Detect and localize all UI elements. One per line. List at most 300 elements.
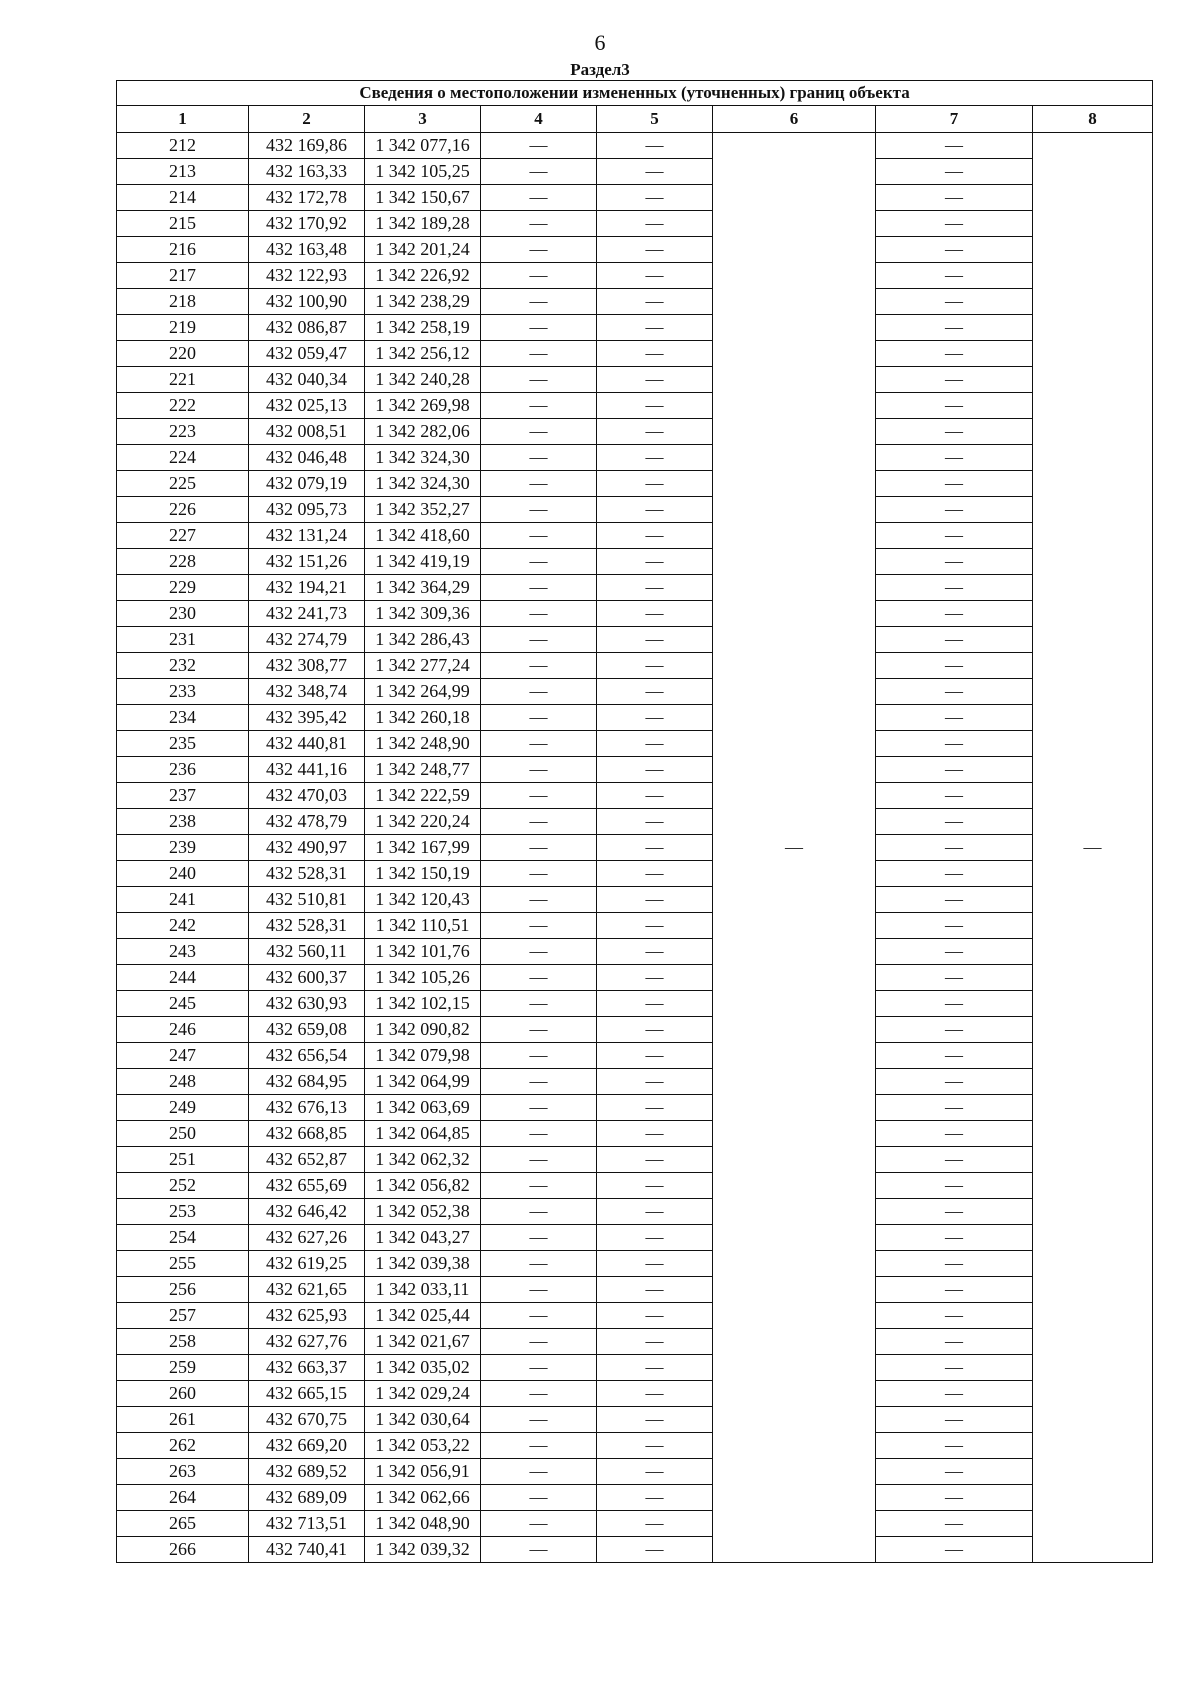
column-5-cell: — xyxy=(597,211,713,237)
column-4-cell: — xyxy=(481,1121,597,1147)
column-4-cell: — xyxy=(481,627,597,653)
y-coordinate-cell: 1 342 309,36 xyxy=(365,601,481,627)
column-5-cell: — xyxy=(597,913,713,939)
table-row xyxy=(117,1095,1153,1121)
point-number-cell: 242 xyxy=(117,913,249,939)
y-coordinate-cell: 1 342 079,98 xyxy=(365,1043,481,1069)
column-5-cell: — xyxy=(597,861,713,887)
column-number: 8 xyxy=(1033,106,1153,133)
point-number-cell: 233 xyxy=(117,679,249,705)
column-4-cell: — xyxy=(481,1225,597,1251)
column-5-cell: — xyxy=(597,783,713,809)
table-row xyxy=(117,1329,1153,1355)
column-7-cell: — xyxy=(876,237,1033,263)
y-coordinate-cell: 1 342 039,38 xyxy=(365,1251,481,1277)
point-number-cell: 229 xyxy=(117,575,249,601)
point-number-cell: 212 xyxy=(117,133,249,159)
table-row xyxy=(117,1355,1153,1381)
column-4-cell: — xyxy=(481,653,597,679)
y-coordinate-cell: 1 342 248,90 xyxy=(365,731,481,757)
coordinates-table xyxy=(116,80,1153,1563)
point-number-cell: 260 xyxy=(117,1381,249,1407)
column-5-cell: — xyxy=(597,523,713,549)
y-coordinate-cell: 1 342 021,67 xyxy=(365,1329,481,1355)
table-row xyxy=(117,1511,1153,1537)
x-coordinate-cell: 432 656,54 xyxy=(249,1043,365,1069)
column-4-cell: — xyxy=(481,497,597,523)
y-coordinate-cell: 1 342 150,19 xyxy=(365,861,481,887)
x-coordinate-cell: 432 086,87 xyxy=(249,315,365,341)
x-coordinate-cell: 432 478,79 xyxy=(249,809,365,835)
table-row xyxy=(117,705,1153,731)
x-coordinate-cell: 432 490,97 xyxy=(249,835,365,861)
column-7-cell: — xyxy=(876,1537,1033,1563)
point-number-cell: 247 xyxy=(117,1043,249,1069)
table-row xyxy=(117,1173,1153,1199)
y-coordinate-cell: 1 342 324,30 xyxy=(365,471,481,497)
y-coordinate-cell: 1 342 110,51 xyxy=(365,913,481,939)
column-4-cell: — xyxy=(481,1069,597,1095)
point-number-cell: 218 xyxy=(117,289,249,315)
point-number-cell: 261 xyxy=(117,1407,249,1433)
point-number-cell: 240 xyxy=(117,861,249,887)
x-coordinate-cell: 432 689,52 xyxy=(249,1459,365,1485)
column-7-cell: — xyxy=(876,341,1033,367)
table-row xyxy=(117,679,1153,705)
table-row xyxy=(117,237,1153,263)
column-number: 5 xyxy=(597,106,713,133)
column-number: 4 xyxy=(481,106,597,133)
table-row xyxy=(117,367,1153,393)
point-number-cell: 230 xyxy=(117,601,249,627)
column-7-cell: — xyxy=(876,861,1033,887)
column-7-cell: — xyxy=(876,367,1033,393)
table-row xyxy=(117,913,1153,939)
table-body xyxy=(117,133,1153,1563)
column-5-cell: — xyxy=(597,1537,713,1563)
column-8-merged-cell: — xyxy=(1033,133,1153,1563)
column-4-cell: — xyxy=(481,835,597,861)
table-row xyxy=(117,315,1153,341)
y-coordinate-cell: 1 342 053,22 xyxy=(365,1433,481,1459)
section-label: Раздел3 xyxy=(570,60,630,79)
x-coordinate-cell: 432 308,77 xyxy=(249,653,365,679)
column-4-cell: — xyxy=(481,237,597,263)
point-number-cell: 224 xyxy=(117,445,249,471)
column-7-cell: — xyxy=(876,1381,1033,1407)
column-5-cell: — xyxy=(597,601,713,627)
table-row xyxy=(117,393,1153,419)
y-coordinate-cell: 1 342 077,16 xyxy=(365,133,481,159)
column-7-cell: — xyxy=(876,1017,1033,1043)
column-7-cell: — xyxy=(876,497,1033,523)
x-coordinate-cell: 432 627,76 xyxy=(249,1329,365,1355)
y-coordinate-cell: 1 342 201,24 xyxy=(365,237,481,263)
table-row xyxy=(117,1121,1153,1147)
column-5-cell: — xyxy=(597,393,713,419)
x-coordinate-cell: 432 652,87 xyxy=(249,1147,365,1173)
column-5-cell: — xyxy=(597,1173,713,1199)
table-row xyxy=(117,939,1153,965)
table-row xyxy=(117,757,1153,783)
point-number-cell: 255 xyxy=(117,1251,249,1277)
point-number-cell: 244 xyxy=(117,965,249,991)
column-7-cell: — xyxy=(876,133,1033,159)
x-coordinate-cell: 432 713,51 xyxy=(249,1511,365,1537)
point-number-cell: 235 xyxy=(117,731,249,757)
point-number-cell: 228 xyxy=(117,549,249,575)
column-number: 6 xyxy=(713,106,876,133)
y-coordinate-cell: 1 342 062,32 xyxy=(365,1147,481,1173)
column-7-cell: — xyxy=(876,679,1033,705)
column-5-cell: — xyxy=(597,1329,713,1355)
x-coordinate-cell: 432 274,79 xyxy=(249,627,365,653)
column-7-cell: — xyxy=(876,1199,1033,1225)
column-5-cell: — xyxy=(597,965,713,991)
table-row xyxy=(117,653,1153,679)
column-7-cell: — xyxy=(876,393,1033,419)
column-5-cell: — xyxy=(597,367,713,393)
column-4-cell: — xyxy=(481,393,597,419)
y-coordinate-cell: 1 342 035,02 xyxy=(365,1355,481,1381)
point-number-cell: 234 xyxy=(117,705,249,731)
y-coordinate-cell: 1 342 105,26 xyxy=(365,965,481,991)
column-4-cell: — xyxy=(481,783,597,809)
column-4-cell: — xyxy=(481,133,597,159)
column-4-cell: — xyxy=(481,1173,597,1199)
column-7-cell: — xyxy=(876,1407,1033,1433)
y-coordinate-cell: 1 342 150,67 xyxy=(365,185,481,211)
x-coordinate-cell: 432 684,95 xyxy=(249,1069,365,1095)
column-7-cell: — xyxy=(876,315,1033,341)
column-5-cell: — xyxy=(597,1355,713,1381)
column-7-cell: — xyxy=(876,1173,1033,1199)
x-coordinate-cell: 432 095,73 xyxy=(249,497,365,523)
column-5-cell: — xyxy=(597,1147,713,1173)
x-coordinate-cell: 432 348,74 xyxy=(249,679,365,705)
y-coordinate-cell: 1 342 039,32 xyxy=(365,1537,481,1563)
column-5-cell: — xyxy=(597,549,713,575)
column-7-cell: — xyxy=(876,1121,1033,1147)
point-number-cell: 250 xyxy=(117,1121,249,1147)
x-coordinate-cell: 432 663,37 xyxy=(249,1355,365,1381)
point-number-cell: 257 xyxy=(117,1303,249,1329)
table-row xyxy=(117,1485,1153,1511)
y-coordinate-cell: 1 342 043,27 xyxy=(365,1225,481,1251)
column-5-cell: — xyxy=(597,1017,713,1043)
column-4-cell: — xyxy=(481,1329,597,1355)
column-4-cell: — xyxy=(481,159,597,185)
point-number-cell: 263 xyxy=(117,1459,249,1485)
column-4-cell: — xyxy=(481,471,597,497)
x-coordinate-cell: 432 079,19 xyxy=(249,471,365,497)
column-4-cell: — xyxy=(481,575,597,601)
table-row xyxy=(117,185,1153,211)
x-coordinate-cell: 432 528,31 xyxy=(249,861,365,887)
point-number-cell: 241 xyxy=(117,887,249,913)
x-coordinate-cell: 432 528,31 xyxy=(249,913,365,939)
y-coordinate-cell: 1 342 364,29 xyxy=(365,575,481,601)
table-row xyxy=(117,1069,1153,1095)
column-4-cell: — xyxy=(481,1043,597,1069)
y-coordinate-cell: 1 342 101,76 xyxy=(365,939,481,965)
column-4-cell: — xyxy=(481,1017,597,1043)
column-5-cell: — xyxy=(597,237,713,263)
x-coordinate-cell: 432 151,26 xyxy=(249,549,365,575)
column-number: 3 xyxy=(365,106,481,133)
column-6-merged-cell: — xyxy=(713,133,876,1563)
column-5-cell: — xyxy=(597,289,713,315)
point-number-cell: 253 xyxy=(117,1199,249,1225)
column-5-cell: — xyxy=(597,315,713,341)
point-number-cell: 245 xyxy=(117,991,249,1017)
column-4-cell: — xyxy=(481,289,597,315)
column-7-cell: — xyxy=(876,1355,1033,1381)
column-4-cell: — xyxy=(481,965,597,991)
column-4-cell: — xyxy=(481,887,597,913)
column-5-cell: — xyxy=(597,835,713,861)
column-7-cell: — xyxy=(876,809,1033,835)
x-coordinate-cell: 432 441,16 xyxy=(249,757,365,783)
table-row xyxy=(117,1199,1153,1225)
y-coordinate-cell: 1 342 025,44 xyxy=(365,1303,481,1329)
table-row xyxy=(117,1277,1153,1303)
table-row xyxy=(117,627,1153,653)
table-row xyxy=(117,549,1153,575)
table-row xyxy=(117,1043,1153,1069)
y-coordinate-cell: 1 342 277,24 xyxy=(365,653,481,679)
y-coordinate-cell: 1 342 056,82 xyxy=(365,1173,481,1199)
column-7-cell: — xyxy=(876,1251,1033,1277)
point-number-cell: 222 xyxy=(117,393,249,419)
column-4-cell: — xyxy=(481,913,597,939)
column-4-cell: — xyxy=(481,705,597,731)
table-row xyxy=(117,887,1153,913)
y-coordinate-cell: 1 342 189,28 xyxy=(365,211,481,237)
y-coordinate-cell: 1 342 256,12 xyxy=(365,341,481,367)
point-number-cell: 217 xyxy=(117,263,249,289)
column-5-cell: — xyxy=(597,627,713,653)
y-coordinate-cell: 1 342 269,98 xyxy=(365,393,481,419)
x-coordinate-cell: 432 619,25 xyxy=(249,1251,365,1277)
table-row xyxy=(117,1407,1153,1433)
point-number-cell: 232 xyxy=(117,653,249,679)
x-coordinate-cell: 432 131,24 xyxy=(249,523,365,549)
column-4-cell: — xyxy=(481,809,597,835)
x-coordinate-cell: 432 025,13 xyxy=(249,393,365,419)
table-row xyxy=(117,471,1153,497)
point-number-cell: 226 xyxy=(117,497,249,523)
x-coordinate-cell: 432 059,47 xyxy=(249,341,365,367)
x-coordinate-cell: 432 630,93 xyxy=(249,991,365,1017)
point-number-cell: 225 xyxy=(117,471,249,497)
column-4-cell: — xyxy=(481,1303,597,1329)
point-number-cell: 262 xyxy=(117,1433,249,1459)
column-4-cell: — xyxy=(481,367,597,393)
x-coordinate-cell: 432 600,37 xyxy=(249,965,365,991)
column-7-cell: — xyxy=(876,991,1033,1017)
y-coordinate-cell: 1 342 260,18 xyxy=(365,705,481,731)
column-4-cell: — xyxy=(481,991,597,1017)
column-5-cell: — xyxy=(597,1121,713,1147)
column-7-cell: — xyxy=(876,1225,1033,1251)
point-number-cell: 256 xyxy=(117,1277,249,1303)
column-5-cell: — xyxy=(597,1251,713,1277)
column-7-cell: — xyxy=(876,445,1033,471)
column-number: 2 xyxy=(249,106,365,133)
column-7-cell: — xyxy=(876,1069,1033,1095)
column-4-cell: — xyxy=(481,1355,597,1381)
y-coordinate-cell: 1 342 352,27 xyxy=(365,497,481,523)
table-row xyxy=(117,419,1153,445)
x-coordinate-cell: 432 395,42 xyxy=(249,705,365,731)
point-number-cell: 216 xyxy=(117,237,249,263)
y-coordinate-cell: 1 342 090,82 xyxy=(365,1017,481,1043)
y-coordinate-cell: 1 342 264,99 xyxy=(365,679,481,705)
y-coordinate-cell: 1 342 419,19 xyxy=(365,549,481,575)
column-7-cell: — xyxy=(876,211,1033,237)
column-7-cell: — xyxy=(876,549,1033,575)
column-4-cell: — xyxy=(481,1381,597,1407)
y-coordinate-cell: 1 342 248,77 xyxy=(365,757,481,783)
column-7-cell: — xyxy=(876,1277,1033,1303)
x-coordinate-cell: 432 169,86 xyxy=(249,133,365,159)
y-coordinate-cell: 1 342 030,64 xyxy=(365,1407,481,1433)
column-7-cell: — xyxy=(876,1043,1033,1069)
column-7-cell: — xyxy=(876,1433,1033,1459)
column-7-cell: — xyxy=(876,471,1033,497)
y-coordinate-cell: 1 342 418,60 xyxy=(365,523,481,549)
column-7-cell: — xyxy=(876,731,1033,757)
column-number-row xyxy=(117,106,1153,133)
column-5-cell: — xyxy=(597,263,713,289)
column-4-cell: — xyxy=(481,1251,597,1277)
y-coordinate-cell: 1 342 220,24 xyxy=(365,809,481,835)
column-5-cell: — xyxy=(597,471,713,497)
column-7-cell: — xyxy=(876,705,1033,731)
table-row xyxy=(117,1537,1153,1563)
column-7-cell: — xyxy=(876,913,1033,939)
x-coordinate-cell: 432 470,03 xyxy=(249,783,365,809)
column-4-cell: — xyxy=(481,939,597,965)
x-coordinate-cell: 432 163,48 xyxy=(249,237,365,263)
y-coordinate-cell: 1 342 048,90 xyxy=(365,1511,481,1537)
column-5-cell: — xyxy=(597,705,713,731)
column-7-cell: — xyxy=(876,653,1033,679)
column-5-cell: — xyxy=(597,731,713,757)
y-coordinate-cell: 1 342 258,19 xyxy=(365,315,481,341)
column-5-cell: — xyxy=(597,809,713,835)
column-7-cell: — xyxy=(876,835,1033,861)
point-number-cell: 223 xyxy=(117,419,249,445)
x-coordinate-cell: 432 655,69 xyxy=(249,1173,365,1199)
x-coordinate-cell: 432 440,81 xyxy=(249,731,365,757)
column-number: 1 xyxy=(117,106,249,133)
y-coordinate-cell: 1 342 324,30 xyxy=(365,445,481,471)
table-row xyxy=(117,263,1153,289)
column-5-cell: — xyxy=(597,757,713,783)
column-7-cell: — xyxy=(876,783,1033,809)
column-7-cell: — xyxy=(876,939,1033,965)
column-4-cell: — xyxy=(481,601,597,627)
column-4-cell: — xyxy=(481,757,597,783)
column-4-cell: — xyxy=(481,731,597,757)
column-4-cell: — xyxy=(481,679,597,705)
column-5-cell: — xyxy=(597,575,713,601)
column-4-cell: — xyxy=(481,1537,597,1563)
column-5-cell: — xyxy=(597,1199,713,1225)
point-number-cell: 266 xyxy=(117,1537,249,1563)
table-row xyxy=(117,1381,1153,1407)
x-coordinate-cell: 432 172,78 xyxy=(249,185,365,211)
table-row xyxy=(117,211,1153,237)
x-coordinate-cell: 432 008,51 xyxy=(249,419,365,445)
x-coordinate-cell: 432 627,26 xyxy=(249,1225,365,1251)
x-coordinate-cell: 432 170,92 xyxy=(249,211,365,237)
table-row xyxy=(117,133,1153,159)
x-coordinate-cell: 432 676,13 xyxy=(249,1095,365,1121)
column-7-cell: — xyxy=(876,1459,1033,1485)
column-5-cell: — xyxy=(597,1459,713,1485)
x-coordinate-cell: 432 670,75 xyxy=(249,1407,365,1433)
y-coordinate-cell: 1 342 167,99 xyxy=(365,835,481,861)
x-coordinate-cell: 432 046,48 xyxy=(249,445,365,471)
column-5-cell: — xyxy=(597,1095,713,1121)
column-4-cell: — xyxy=(481,1459,597,1485)
y-coordinate-cell: 1 342 238,29 xyxy=(365,289,481,315)
column-7-cell: — xyxy=(876,1095,1033,1121)
table-row xyxy=(117,1017,1153,1043)
column-5-cell: — xyxy=(597,653,713,679)
point-number-cell: 248 xyxy=(117,1069,249,1095)
y-coordinate-cell: 1 342 105,25 xyxy=(365,159,481,185)
table-row xyxy=(117,1225,1153,1251)
column-4-cell: — xyxy=(481,211,597,237)
table-row xyxy=(117,1303,1153,1329)
table-row xyxy=(117,1147,1153,1173)
x-coordinate-cell: 432 659,08 xyxy=(249,1017,365,1043)
column-7-cell: — xyxy=(876,1485,1033,1511)
column-5-cell: — xyxy=(597,445,713,471)
point-number-cell: 243 xyxy=(117,939,249,965)
table-title: Сведения о местоположении измененных (уточненных) границ объекта xyxy=(117,81,1153,106)
table-row xyxy=(117,1433,1153,1459)
column-7-cell: — xyxy=(876,419,1033,445)
column-5-cell: — xyxy=(597,679,713,705)
point-number-cell: 249 xyxy=(117,1095,249,1121)
point-number-cell: 221 xyxy=(117,367,249,393)
column-4-cell: — xyxy=(481,1511,597,1537)
x-coordinate-cell: 432 740,41 xyxy=(249,1537,365,1563)
table-row xyxy=(117,289,1153,315)
column-5-cell: — xyxy=(597,159,713,185)
column-5-cell: — xyxy=(597,341,713,367)
column-7-cell: — xyxy=(876,1303,1033,1329)
y-coordinate-cell: 1 342 029,24 xyxy=(365,1381,481,1407)
y-coordinate-cell: 1 342 033,11 xyxy=(365,1277,481,1303)
column-4-cell: — xyxy=(481,523,597,549)
column-4-cell: — xyxy=(481,1485,597,1511)
column-4-cell: — xyxy=(481,315,597,341)
point-number-cell: 237 xyxy=(117,783,249,809)
point-number-cell: 246 xyxy=(117,1017,249,1043)
table-row xyxy=(117,835,1153,861)
column-5-cell: — xyxy=(597,419,713,445)
table-row xyxy=(117,1459,1153,1485)
y-coordinate-cell: 1 342 226,92 xyxy=(365,263,481,289)
point-number-cell: 227 xyxy=(117,523,249,549)
column-7-cell: — xyxy=(876,757,1033,783)
